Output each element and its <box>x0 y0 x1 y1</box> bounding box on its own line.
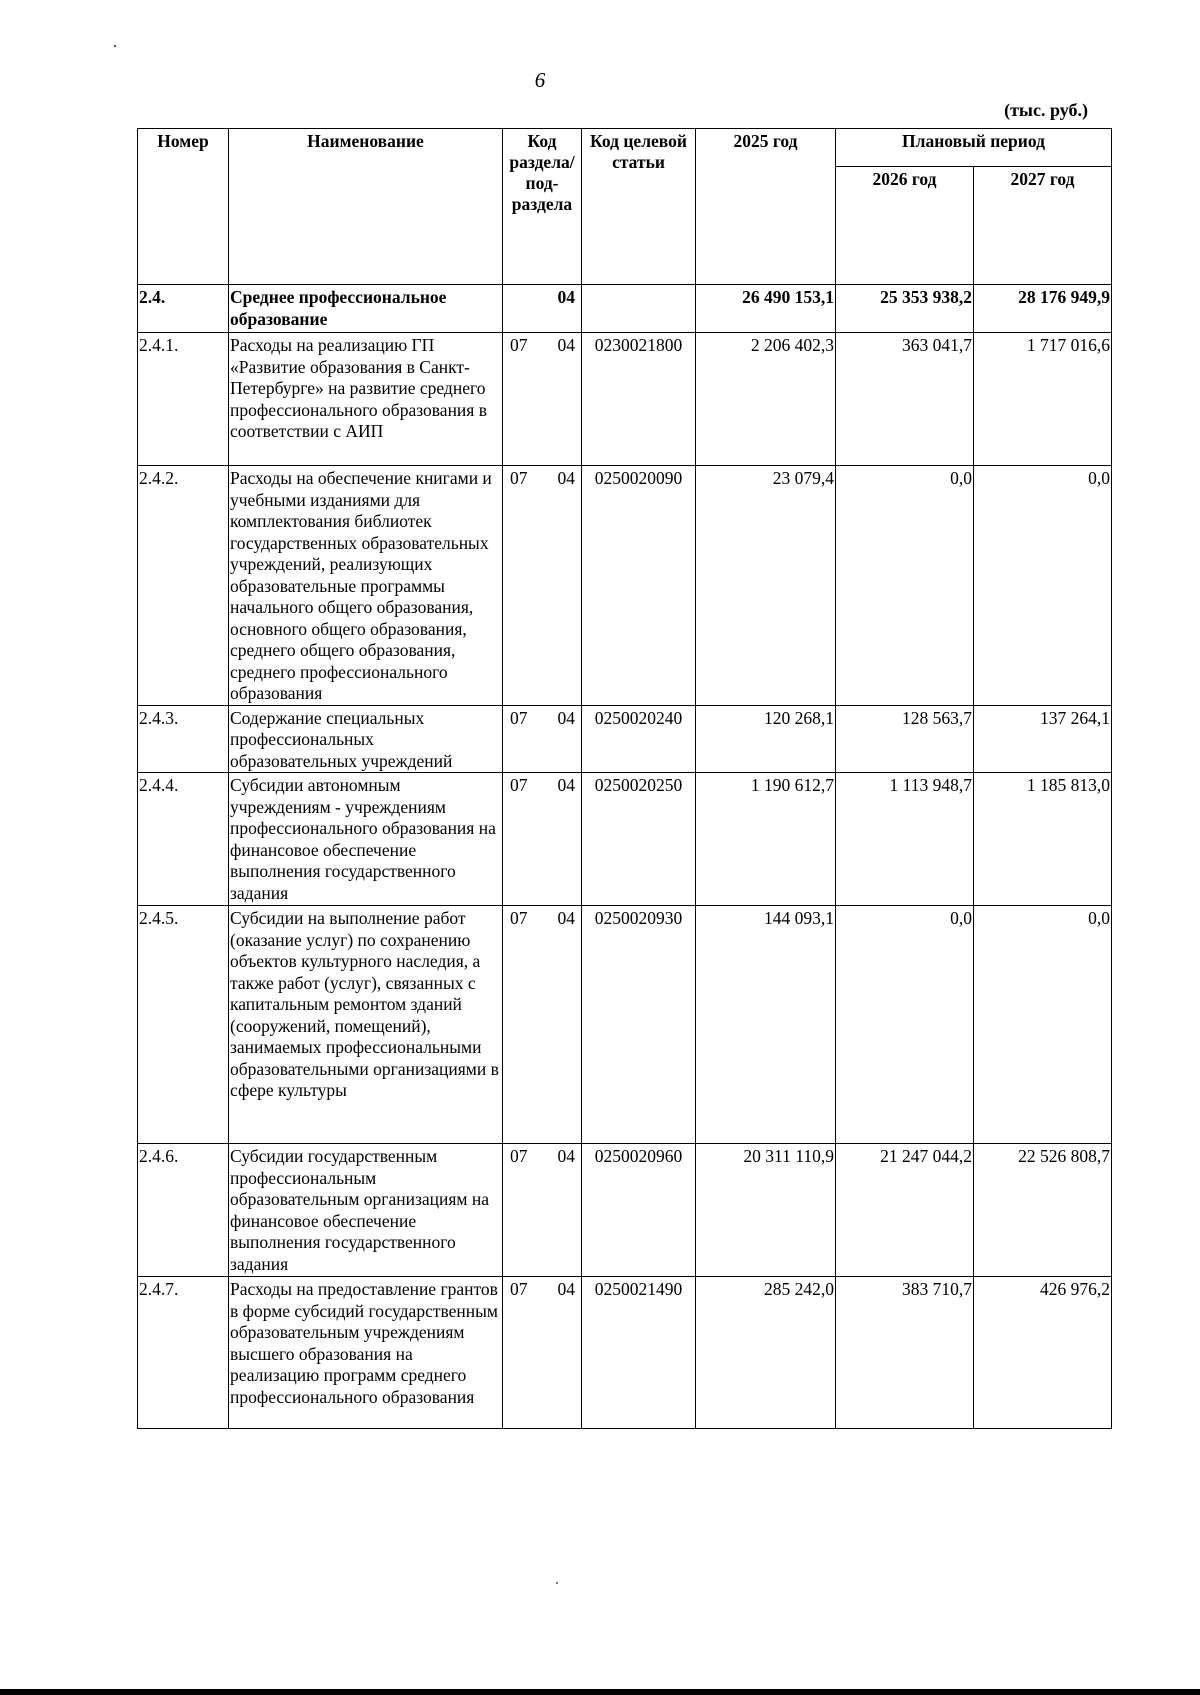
row-number: 2.4.5. <box>138 906 229 1144</box>
scan-speck <box>556 1582 558 1584</box>
table-row <box>138 705 1112 773</box>
row-razdel: 07 <box>510 775 528 795</box>
row-section-code <box>503 466 582 706</box>
row-name: Расходы на реализацию ГП «Развитие образования в Санкт-Петербурге» на развитие среднего профессионального образования в соответствии с АИП <box>229 333 503 466</box>
scan-edge <box>0 1689 1200 1695</box>
row-target-code <box>582 285 696 333</box>
header-name: Наименование <box>229 129 503 285</box>
header-planned-period: Плановый период <box>836 129 1112 167</box>
header-number: Номер <box>138 129 229 285</box>
row-podrazdel: 04 <box>557 1279 575 1299</box>
row-number: 2.4. <box>138 285 229 333</box>
table-row <box>138 1144 1112 1277</box>
row-amount-2026: 0,0 <box>836 466 974 706</box>
row-podrazdel: 04 <box>557 908 575 928</box>
row-section-code <box>503 1277 582 1429</box>
row-amount-2027: 0,0 <box>974 466 1112 706</box>
row-amount-2027: 1 717 016,6 <box>974 333 1112 466</box>
row-amount-2027: 28 176 949,9 <box>974 285 1112 333</box>
row-number: 2.4.1. <box>138 333 229 466</box>
row-razdel: 07 <box>510 1279 528 1299</box>
row-podrazdel: 04 <box>557 775 575 795</box>
row-amount-2025: 23 079,4 <box>696 466 836 706</box>
table-body <box>138 285 1112 1429</box>
table-row <box>138 906 1112 1144</box>
row-section-code <box>503 285 582 333</box>
row-amount-2027: 0,0 <box>974 906 1112 1144</box>
row-podrazdel: 04 <box>557 287 575 307</box>
row-name: Субсидии на выполнение работ (оказание услуг) по сохранению объектов культурного наследия, а также работ (услуг), связанных с капитальным ремонтом зданий (сооружений, помещений), занимаемых профессиональными образовательными организациями в сфере культуры <box>229 906 503 1144</box>
row-amount-2025: 20 311 110,9 <box>696 1144 836 1277</box>
row-amount-2027: 137 264,1 <box>974 705 1112 773</box>
row-podrazdel: 04 <box>557 335 575 355</box>
row-name: Расходы на обеспечение книгами и учебными изданиями для комплектования библиотек государственных образовательных учреждений, реализующих образовательные программы начального общего образования, основного общего образования, среднего общего образования, среднего профессионального образования <box>229 466 503 706</box>
row-amount-2027: 426 976,2 <box>974 1277 1112 1429</box>
row-amount-2025: 26 490 153,1 <box>696 285 836 333</box>
page-number: 6 <box>534 68 546 92</box>
row-amount-2026: 1 113 948,7 <box>836 773 974 906</box>
units-label: (тыс. руб.) <box>1004 100 1088 120</box>
header-year-2025: 2025 год <box>696 129 836 285</box>
row-target-code: 0230021800 <box>582 333 696 466</box>
row-amount-2025: 1 190 612,7 <box>696 773 836 906</box>
row-amount-2026: 383 710,7 <box>836 1277 974 1429</box>
header-section-code: Код раздела/ под- раздела <box>503 129 582 285</box>
row-name: Субсидии государственным профессиональным образовательным организациям на финансовое обеспечение выполнения государственного задания <box>229 1144 503 1277</box>
row-amount-2027: 1 185 813,0 <box>974 773 1112 906</box>
row-target-code: 0250020960 <box>582 1144 696 1277</box>
row-amount-2025: 120 268,1 <box>696 705 836 773</box>
header-year-2026: 2026 год <box>836 167 974 285</box>
row-target-code: 0250020240 <box>582 705 696 773</box>
table-row <box>138 773 1112 906</box>
scan-speck <box>114 45 116 47</box>
row-section-code <box>503 333 582 466</box>
row-section-code <box>503 773 582 906</box>
row-name: Содержание специальных профессиональных образовательных учреждений <box>229 705 503 773</box>
row-razdel: 07 <box>510 1146 528 1166</box>
row-number: 2.4.3. <box>138 705 229 773</box>
header-year-2027: 2027 год <box>974 167 1112 285</box>
row-amount-2025: 285 242,0 <box>696 1277 836 1429</box>
row-amount-2025: 144 093,1 <box>696 906 836 1144</box>
row-section-code <box>503 1144 582 1277</box>
row-amount-2026: 0,0 <box>836 906 974 1144</box>
row-number: 2.4.4. <box>138 773 229 906</box>
header-target-code: Код целевой статьи <box>582 129 696 285</box>
row-razdel: 07 <box>510 468 528 488</box>
table-row <box>138 466 1112 706</box>
row-podrazdel: 04 <box>557 468 575 488</box>
row-number: 2.4.6. <box>138 1144 229 1277</box>
row-target-code: 0250020090 <box>582 466 696 706</box>
row-podrazdel: 04 <box>557 1146 575 1166</box>
row-name: Субсидии автономным учреждениям - учреждениям профессионального образования на финансовое обеспечение выполнения государственного задания <box>229 773 503 906</box>
row-amount-2026: 25 353 938,2 <box>836 285 974 333</box>
row-razdel: 07 <box>510 335 528 355</box>
row-podrazdel: 04 <box>557 707 575 728</box>
row-amount-2025: 2 206 402,3 <box>696 333 836 466</box>
row-amount-2026: 128 563,7 <box>836 705 974 773</box>
row-target-code: 0250020930 <box>582 906 696 1144</box>
row-amount-2026: 363 041,7 <box>836 333 974 466</box>
row-amount-2026: 21 247 044,2 <box>836 1144 974 1277</box>
table-row <box>138 285 1112 333</box>
row-section-code <box>503 906 582 1144</box>
row-amount-2027: 22 526 808,7 <box>974 1144 1112 1277</box>
row-target-code: 0250021490 <box>582 1277 696 1429</box>
row-razdel: 07 <box>510 908 528 928</box>
row-name: Расходы на предоставление грантов в форме субсидий государственным образовательным учреждениям высшего образования на реализацию программ среднего профессионального образования <box>229 1277 503 1429</box>
table-row <box>138 333 1112 466</box>
row-section-code <box>503 705 582 773</box>
row-razdel: 07 <box>510 707 528 728</box>
row-number: 2.4.2. <box>138 466 229 706</box>
row-target-code: 0250020250 <box>582 773 696 906</box>
table-row <box>138 1277 1112 1429</box>
budget-table <box>137 128 1112 1429</box>
row-number: 2.4.7. <box>138 1277 229 1429</box>
row-name: Среднее профессиональное образование <box>229 285 503 333</box>
